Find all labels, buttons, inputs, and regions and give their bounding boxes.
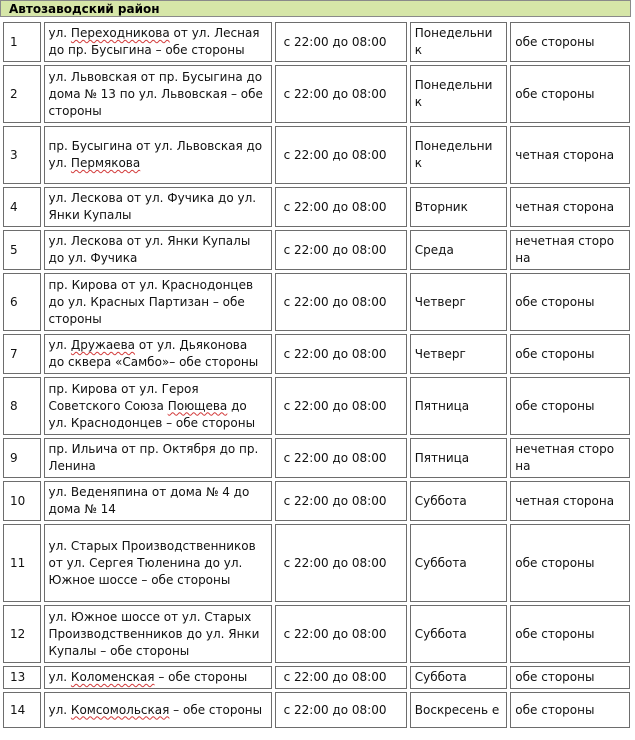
time-range: с 22:00 до 08:00 [275,666,407,689]
time-range: с 22:00 до 08:00 [275,230,407,270]
street-side: обе стороны [510,22,630,62]
street-text: пр. Бусыгина от ул. Львовская до ул. [48,139,263,170]
street-text: ул. [48,670,71,684]
street-text: ул. Веденяпина от дома № 4 до дома № 14 [48,485,250,516]
table-row [3,481,630,521]
table-row [3,438,630,478]
street-text-tail: – обе стороны [169,702,263,717]
street-section [44,524,272,602]
table-row [3,377,630,435]
time-range: с 22:00 до 08:00 [275,692,407,728]
weekday: Воскресень е [410,692,508,728]
street-side: обе стороны [510,605,630,663]
table-row [3,605,630,663]
table-row [3,230,630,270]
weekday: Понедельни к [410,126,508,184]
street-section [44,273,272,331]
street-text-tail: от ул. Дьяконова до сквера «Самбо»– обе стороны [48,338,259,369]
street-text: пр. Ильича от пр. Октября до пр. Ленина [48,442,259,473]
table-row [3,65,630,123]
street-section [44,187,272,227]
time-range: с 22:00 до 08:00 [275,377,407,435]
street-section [44,334,272,374]
row-number: 14 [3,692,41,728]
street-text: ул. [48,702,71,717]
weekday: Пятница [410,438,508,478]
street-side: обе стороны [510,273,630,331]
street-text: ул. [48,26,71,40]
row-number: 9 [3,438,41,478]
row-number: 7 [3,334,41,374]
street-side: обе стороны [510,524,630,602]
street-text: ул. Лескова от ул. Фучика до ул. Янки Купалы [48,191,257,222]
street-side: обе стороны [510,334,630,374]
row-number: 4 [3,187,41,227]
street-section [44,438,272,478]
street-text: ул. Львовская от пр. Бусыгина до дома № 13 по ул. Львовская – обе стороны [48,69,263,118]
row-number: 12 [3,605,41,663]
weekday: Понедельни к [410,22,508,62]
table-row [3,524,630,602]
time-range: с 22:00 до 08:00 [275,65,407,123]
time-range: с 22:00 до 08:00 [275,438,407,478]
street-name-spellcheck: Коломенская [70,670,155,684]
street-side: обе стороны [510,65,630,123]
weekday: Суббота [410,524,508,602]
street-section [44,692,272,728]
street-section [44,377,272,435]
weekday: Суббота [410,605,508,663]
street-text-tail: от ул. Лесная до пр. Бусыгина – обе стороны [48,26,260,57]
weekday: Суббота [410,481,508,521]
table-row [3,126,630,184]
row-number: 2 [3,65,41,123]
table-row [3,666,630,689]
district-header: Автозаводский район [0,0,631,17]
street-text: ул. Южное шоссе от ул. Старых Производственников до ул. Янки Купалы – обе стороны [48,609,260,658]
street-side: обе стороны [510,692,630,728]
row-number: 13 [3,666,41,689]
street-name-spellcheck: Пермякова [70,156,141,170]
weekday: Четверг [410,334,508,374]
street-name-spellcheck: Дружаева [70,338,135,352]
street-side: четная сторона [510,126,630,184]
street-section [44,666,272,689]
time-range: с 22:00 до 08:00 [275,22,407,62]
street-text: ул. Старых Производственников от ул. Сергея Тюленина до ул. Южное шоссе – обе стороны [48,538,256,587]
street-side: нечетная сторо на [510,438,630,478]
weekday: Среда [410,230,508,270]
row-number: 5 [3,230,41,270]
time-range: с 22:00 до 08:00 [275,481,407,521]
weekday: Четверг [410,273,508,331]
time-range: с 22:00 до 08:00 [275,126,407,184]
street-side: четная сторона [510,187,630,227]
time-range: с 22:00 до 08:00 [275,605,407,663]
street-side: обе стороны [510,666,630,689]
time-range: с 22:00 до 08:00 [275,524,407,602]
time-range: с 22:00 до 08:00 [275,187,407,227]
street-side: обе стороны [510,377,630,435]
table-row [3,334,630,374]
row-number: 8 [3,377,41,435]
street-section [44,230,272,270]
time-range: с 22:00 до 08:00 [275,334,407,374]
street-side: нечетная сторо на [510,230,630,270]
table-row [3,187,630,227]
weekday: Вторник [410,187,508,227]
row-number: 6 [3,273,41,331]
weekday: Суббота [410,666,508,689]
table-row [3,22,630,62]
street-name-spellcheck: Комсомольская [70,702,170,717]
row-number: 11 [3,524,41,602]
schedule-table [0,19,633,731]
street-section [44,605,272,663]
weekday: Пятница [410,377,508,435]
street-text: пр. Кирова от ул. Краснодонцев до ул. Красных Партизан – обе стороны [48,277,254,326]
street-text-tail: – обе стороны [154,670,248,684]
time-range: с 22:00 до 08:00 [275,273,407,331]
table-row [3,692,630,728]
street-section [44,126,272,184]
street-text-tail: до ул. Краснодонцев – обе стороны [48,398,256,430]
street-name-spellcheck: Поющева [167,398,228,413]
street-side: четная сторона [510,481,630,521]
row-number: 10 [3,481,41,521]
weekday: Понедельни к [410,65,508,123]
table-row [3,273,630,331]
street-text: ул. [48,338,71,352]
street-name-spellcheck: Переходникова [70,26,170,40]
street-text: ул. Лескова от ул. Янки Купалы до ул. Фучика [48,234,251,265]
street-text: пр. Кирова от ул. Героя Советского Союза [48,381,199,413]
street-section [44,65,272,123]
street-section [44,22,272,62]
street-section [44,481,272,521]
row-number: 3 [3,126,41,184]
row-number: 1 [3,22,41,62]
